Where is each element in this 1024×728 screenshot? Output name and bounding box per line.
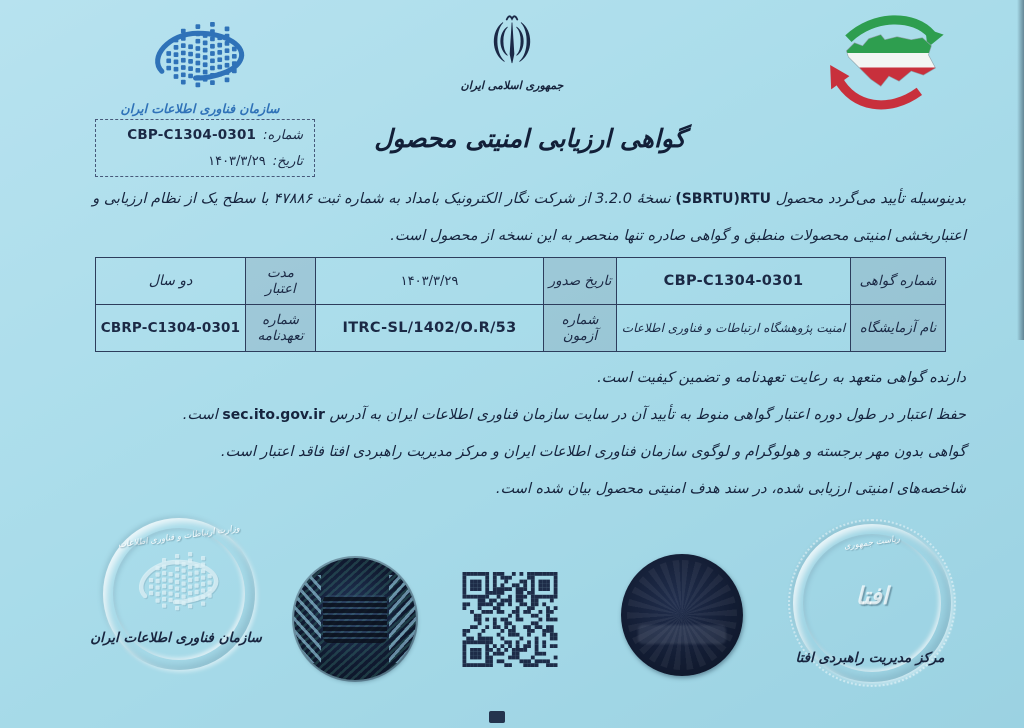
certificate-table bbox=[95, 257, 946, 352]
note-seal-required: گواهی بدون مهر برجسته و هولوگرام و لوگوی سازمان فناوری اطلاعات ایران و مرکز مدیریت راهبردی افتا فاقد اعتبار است. bbox=[220, 444, 966, 460]
note-security-target: شاخصه‌های امنیتی ارزیابی شده، در سند هدف امنیتی محصول بیان شده است. bbox=[495, 481, 966, 497]
table-row bbox=[96, 305, 946, 352]
body-paragraph bbox=[58, 181, 966, 255]
embossed-seal-afta-rim-text: ریاست جمهوری bbox=[843, 534, 901, 552]
verification-url: sec.ito.gov.ir bbox=[222, 407, 325, 423]
hologram-sticker bbox=[294, 558, 416, 680]
ito-logo-caption: سازمان فناوری اطلاعات ایران bbox=[120, 101, 280, 116]
ref-date-value: ۱۴۰۳/۳/۲۹ bbox=[208, 154, 266, 169]
note-validity-site bbox=[58, 397, 966, 434]
note-commitment: دارنده گواهی متعهد به رعایت تعهدنامه و تضمین کیفیت است. bbox=[597, 370, 966, 386]
scan-edge-shadow bbox=[1017, 0, 1024, 340]
table-row bbox=[96, 258, 946, 305]
body-text-part2: نسخۀ 3.2.0 از شرکت نگار الکترونیک بامداد به شماره ثبت ۴۷۸۸۶ با سطح یک از نظام ارزیابی و اعتباربخشی امنیتی محصولات منطبق و گواهی صادره تنها منحصر به این نسخه از محصول است. bbox=[92, 191, 966, 244]
afta-logo bbox=[818, 12, 970, 114]
certificate-title: گواهی ارزیابی امنیتی محصول bbox=[374, 124, 686, 153]
header-lab-name: نام آزمایشگاه bbox=[851, 305, 946, 352]
notes-section bbox=[58, 360, 966, 508]
header-validity: مدت اعتبار bbox=[246, 258, 316, 305]
ref-number-label: شماره: bbox=[263, 128, 303, 143]
header-commitment-number: شماره تعهدنامه bbox=[246, 305, 316, 352]
qr-code-icon bbox=[459, 572, 561, 667]
header-issue-date: تاریخ صدور bbox=[544, 258, 617, 305]
embossed-seal-ito-rim-text: وزارت ارتباطات و فناوری اطلاعات bbox=[117, 523, 241, 551]
ito-logo-emboss-icon bbox=[129, 552, 229, 618]
embossed-seal-ito bbox=[103, 518, 255, 670]
value-lab-name: امنیت پژوهشگاه ارتباطات و فناوری اطلاعات bbox=[617, 305, 851, 352]
seal-caption-ito: سازمان فناوری اطلاعات ایران bbox=[90, 630, 262, 646]
ink-stamp-seal bbox=[621, 554, 743, 676]
ref-date-label: تاریخ: bbox=[272, 154, 303, 169]
ref-box bbox=[95, 119, 315, 177]
ink-stamp-band bbox=[638, 625, 726, 645]
afta-iran-map-icon bbox=[818, 12, 970, 114]
qr-code bbox=[459, 572, 561, 667]
hologram-stripe-right bbox=[389, 575, 416, 663]
ito-logo-icon bbox=[120, 22, 280, 96]
hologram-core bbox=[323, 595, 386, 644]
note-validity-pre: حفظ اعتبار در طول دوره اعتبار گواهی منوط به تأیید آن در سایت سازمان فناوری اطلاعات ایران به آدرس bbox=[324, 407, 966, 423]
value-test-number: ITRC-SL/1402/O.R/53 bbox=[316, 305, 544, 352]
seal-caption-afta: مرکز مدیریت راهبردی افتا bbox=[795, 650, 945, 666]
ref-number-value: CBP-C1304-0301 bbox=[127, 127, 257, 143]
header-test-number: شماره آزمون bbox=[544, 305, 617, 352]
scan-mark bbox=[489, 711, 505, 723]
emblem-caption: جمهوری اسلامی ایران bbox=[460, 79, 564, 92]
national-emblem bbox=[452, 12, 572, 92]
note-validity-post: است. bbox=[182, 407, 223, 423]
ink-stamp-pattern bbox=[627, 560, 737, 670]
value-validity: دو سال bbox=[96, 258, 246, 305]
body-text-part1: بدینوسیله تأیید می‌گردد محصول bbox=[771, 191, 966, 207]
embossed-seal-afta-center-text: افتا bbox=[855, 582, 889, 610]
value-cert-number: CBP-C1304-0301 bbox=[617, 258, 851, 305]
value-commitment-number: CBRP-C1304-0301 bbox=[96, 305, 246, 352]
product-code: (SBRTU)RTU bbox=[675, 191, 772, 207]
value-issue-date: ۱۴۰۳/۳/۲۹ bbox=[316, 258, 544, 305]
iran-emblem-icon bbox=[479, 12, 545, 72]
hologram-stripe-left bbox=[294, 575, 321, 663]
ito-logo bbox=[85, 22, 315, 116]
header-cert-number: شماره گواهی bbox=[851, 258, 946, 305]
